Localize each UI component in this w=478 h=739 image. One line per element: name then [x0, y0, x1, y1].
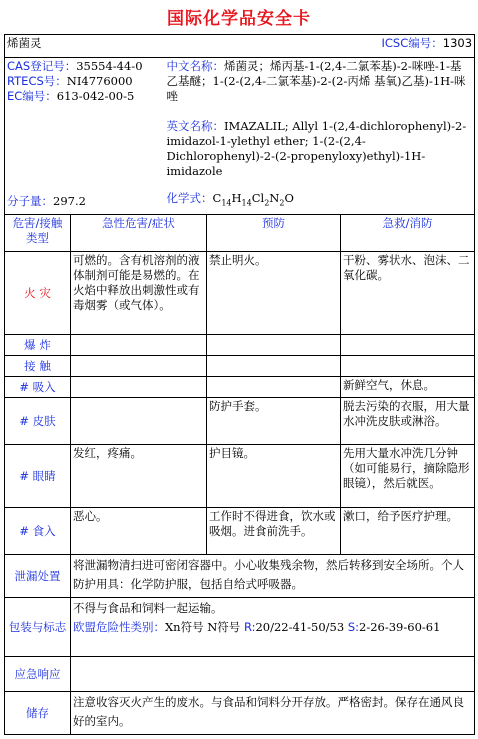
r-phrase-value: 20/22-41-50/53 — [255, 620, 348, 634]
prevention-cell: 防护手套。 — [207, 398, 341, 445]
hazard-cell — [71, 398, 207, 445]
formula-subscript: 2 — [264, 198, 270, 208]
eu-classification — [73, 618, 472, 637]
prevention-cell — [207, 356, 341, 377]
firstaid-cell: 漱口，给予医疗护理。 — [341, 508, 475, 555]
formula-subscript: 14 — [241, 198, 252, 208]
emergency-label: 应急响应 — [5, 657, 71, 692]
cn-name — [167, 59, 473, 104]
s-phrase-label: S: — [347, 620, 360, 634]
hazard-cell — [71, 335, 207, 356]
rtecs-label: RTECS号： — [7, 74, 67, 88]
packaging-line: 不得与食品和饲料一起运输。 — [73, 601, 223, 615]
row-label: # 皮肤 — [5, 398, 71, 445]
storage-row — [5, 692, 475, 735]
chemical-name: 烯菌灵 — [7, 36, 42, 50]
hazard-row — [5, 252, 475, 335]
molecular-weight — [5, 188, 161, 215]
firstaid-cell: 新鲜空气，休息。 — [341, 377, 475, 398]
header-firstaid: 急救/消防 — [341, 215, 475, 252]
formula-element: C — [212, 191, 222, 206]
spill-label: 泄漏处置 — [5, 555, 71, 598]
firstaid-cell: 干粉、雾状水、泡沫、二氧化碳。 — [341, 252, 475, 335]
formula-element: O — [284, 191, 294, 206]
formula-subscript: 14 — [221, 198, 232, 208]
safety-card-table — [4, 34, 475, 735]
hazard-row — [5, 508, 475, 555]
prevention-cell: 工作时不得进食，饮水或吸烟。进食前洗手。 — [207, 508, 341, 555]
hazard-row — [5, 335, 475, 356]
ec-label: EC编号： — [7, 89, 57, 103]
mw-value: 297.2 — [53, 193, 86, 208]
mw-label: 分子量： — [7, 193, 53, 208]
prevention-cell: 禁止明火。 — [207, 252, 341, 335]
formula-element: H — [231, 191, 242, 206]
firstaid-cell: 先用大量水冲洗几分钟（如可能易行，摘除隐形眼镜），然后就医。 — [341, 445, 475, 508]
rtecs-value: NI4776000 — [66, 74, 133, 88]
prevention-cell: 护目镜。 — [207, 445, 341, 508]
ec-line — [7, 89, 161, 104]
hazard-row — [5, 356, 475, 377]
hazard-cell: 恶心。 — [71, 508, 207, 555]
s-phrase-value: 2-26-39-60-61 — [359, 620, 441, 634]
row-label: 爆 炸 — [5, 335, 71, 356]
spill-text: 将泄漏物清扫进可密闭容器中。小心收集残余物，然后转移到安全场所。个人防护用具：化学防护服，包括自给式呼吸器。 — [71, 555, 475, 598]
hazard-cell — [71, 356, 207, 377]
cas-value: 35554-44-0 — [76, 59, 143, 73]
hazard-cell — [71, 377, 207, 398]
prevention-cell — [207, 377, 341, 398]
formula-label: 化学式： — [166, 191, 213, 206]
row-label: # 吸入 — [5, 377, 71, 398]
title-bar — [5, 35, 475, 58]
spill-row — [5, 555, 475, 598]
rtecs-line — [7, 74, 161, 89]
page-title: 国际化学品安全卡 — [167, 9, 311, 29]
firstaid-cell — [341, 335, 475, 356]
identifiers-row — [5, 58, 475, 189]
eu-class-value: Xn符号 N符号 — [165, 620, 244, 634]
packaging-label: 包装与标志 — [5, 598, 71, 657]
en-name — [167, 119, 473, 179]
hazard-cell: 发红，疼痛。 — [71, 445, 207, 508]
prevention-cell — [207, 335, 341, 356]
row-label: # 食入 — [5, 508, 71, 555]
hazard-cell: 可燃的。含有机溶剂的液体制剂可能是易燃的。在火焰中释放出刺激性或有毒烟雾（或气体）。 — [71, 252, 207, 335]
cn-name-value: 烯菌灵；烯丙基-1-(2,4-二氯苯基)-2-咪唑-1-基乙基醚；1-(2-(2,4-二氯苯基)-2-(2-丙烯 基氧)乙基)-1H-咪唑 — [166, 59, 466, 103]
formula-element: N — [269, 191, 280, 206]
storage-text: 注意收容灭火产生的废水。与食品和饲料分开存放。严格密封。保存在通风良好的室内。 — [71, 692, 475, 735]
chemical-formula — [161, 188, 475, 215]
icsc-number: ICSC编号：1303 — [381, 36, 473, 50]
header-hazard: 急性危害/症状 — [71, 215, 207, 252]
cas-label: CAS登记号： — [7, 59, 77, 73]
storage-label: 储存 — [5, 692, 71, 735]
header-prevention: 预防 — [207, 215, 341, 252]
en-name-value: IMAZALIL; Allyl 1-(2,4-dichlorophenyl)-2-imidazol-1-ylethyl ether; 1-(2-(2,4-Dichlorophenyl)-2-(2-propenyloxy)ethyl)-1H-imidazole — [166, 119, 467, 178]
hazard-row — [5, 377, 475, 398]
formula-row — [5, 188, 475, 215]
eu-class-label: 欧盟危险性类别： — [73, 620, 165, 634]
cn-name-label: 中文名称： — [166, 59, 224, 73]
emergency-row — [5, 657, 475, 692]
packaging-row — [5, 598, 475, 657]
packaging-text — [71, 598, 475, 657]
ec-value: 613-042-00-5 — [56, 89, 135, 103]
formula-element: Cl — [251, 191, 265, 206]
row-label: # 眼睛 — [5, 445, 71, 508]
r-phrase-label: R: — [243, 620, 256, 634]
firstaid-cell — [341, 356, 475, 377]
row-label: 接 触 — [5, 356, 71, 377]
en-name-label: 英文名称： — [166, 119, 224, 133]
hazard-row — [5, 445, 475, 508]
row-label: 火 灾 — [5, 252, 71, 335]
column-header-row — [5, 215, 475, 252]
cas-line — [7, 59, 161, 74]
names-cell — [161, 58, 475, 189]
id-codes — [5, 58, 161, 189]
hazard-row — [5, 398, 475, 445]
emergency-text — [71, 657, 475, 692]
header-type: 危害/接触类型 — [5, 215, 71, 252]
firstaid-cell: 脱去污染的衣服，用大量水冲洗皮肤或淋浴。 — [341, 398, 475, 445]
formula-subscript: 2 — [279, 198, 285, 208]
